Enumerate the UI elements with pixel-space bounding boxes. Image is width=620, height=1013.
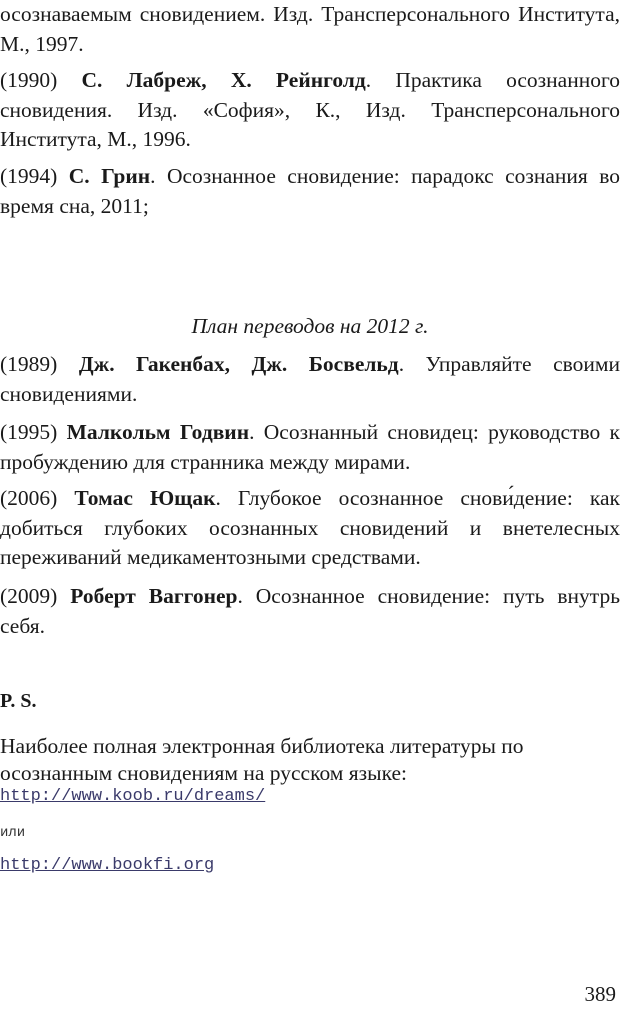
bibliography-entry [0, 162, 620, 221]
page-number: 389 [584, 982, 616, 1006]
entry-year: (1995) [0, 420, 67, 444]
bibliography-entry [0, 0, 620, 59]
entry-title: . Практика осознанного сновидения. Изд. «София», К., Изд. Трансперсонального Института, М., 1996. [0, 68, 620, 151]
entry-year: (2009) [0, 584, 71, 608]
bibliography-entry [0, 484, 620, 573]
entry-title: . Осознанное сновидение: путь внутрь себя. [0, 584, 620, 638]
ps-text: Наиболее полная электронная библиотека литературы по осознанным сновидениям на русском языке: [0, 734, 524, 785]
entry-author: Дж. Гакенбах, Дж. Босвельд [78, 352, 399, 376]
entry-year: (1994) [0, 164, 69, 188]
entry-title: . Осознанное сновидение: парадокс сознания во время сна, 2011; [0, 164, 620, 218]
koob-link[interactable]: http://www.koob.ru/dreams/ [0, 787, 266, 806]
entry-author: С. Лабреж, Х. Рейнголд [81, 68, 366, 92]
entry-title: . Управляйте своими сновидениями. [0, 352, 620, 406]
entry-title: . Осознанный сновидец: руководство к пробуждению для странника между мирами. [0, 420, 620, 474]
entry-year: (1989) [0, 352, 79, 376]
entry-year: (1990) [0, 68, 82, 92]
entry-author: Роберт Ваггонер [70, 584, 238, 608]
entry-author: С. Грин [68, 164, 151, 188]
entry-author: Томас Ющак [74, 486, 216, 510]
entry-year: (2006) [0, 486, 75, 510]
entry-title: осознаваемым сновидением. Изд. Трансперсонального Института, М., 1997. [0, 2, 620, 56]
bookfi-link[interactable]: http://www.bookfi.org [0, 856, 215, 875]
bibliography-entry [0, 582, 620, 641]
ps-heading: P. S. [0, 690, 37, 712]
entry-title: . Глубокое осознанное снови́дение: как добиться глубоких осознанных сновидений и внетелесных переживаний медикаментозными средствами. [0, 486, 620, 569]
entry-author: Малкольм Годвин [66, 420, 250, 444]
section-title: План переводов на 2012 г. [191, 314, 429, 338]
bibliography-entry [0, 350, 620, 409]
bibliography-entry [0, 418, 620, 477]
bibliography-entry [0, 66, 620, 155]
or-text: или [0, 825, 26, 841]
